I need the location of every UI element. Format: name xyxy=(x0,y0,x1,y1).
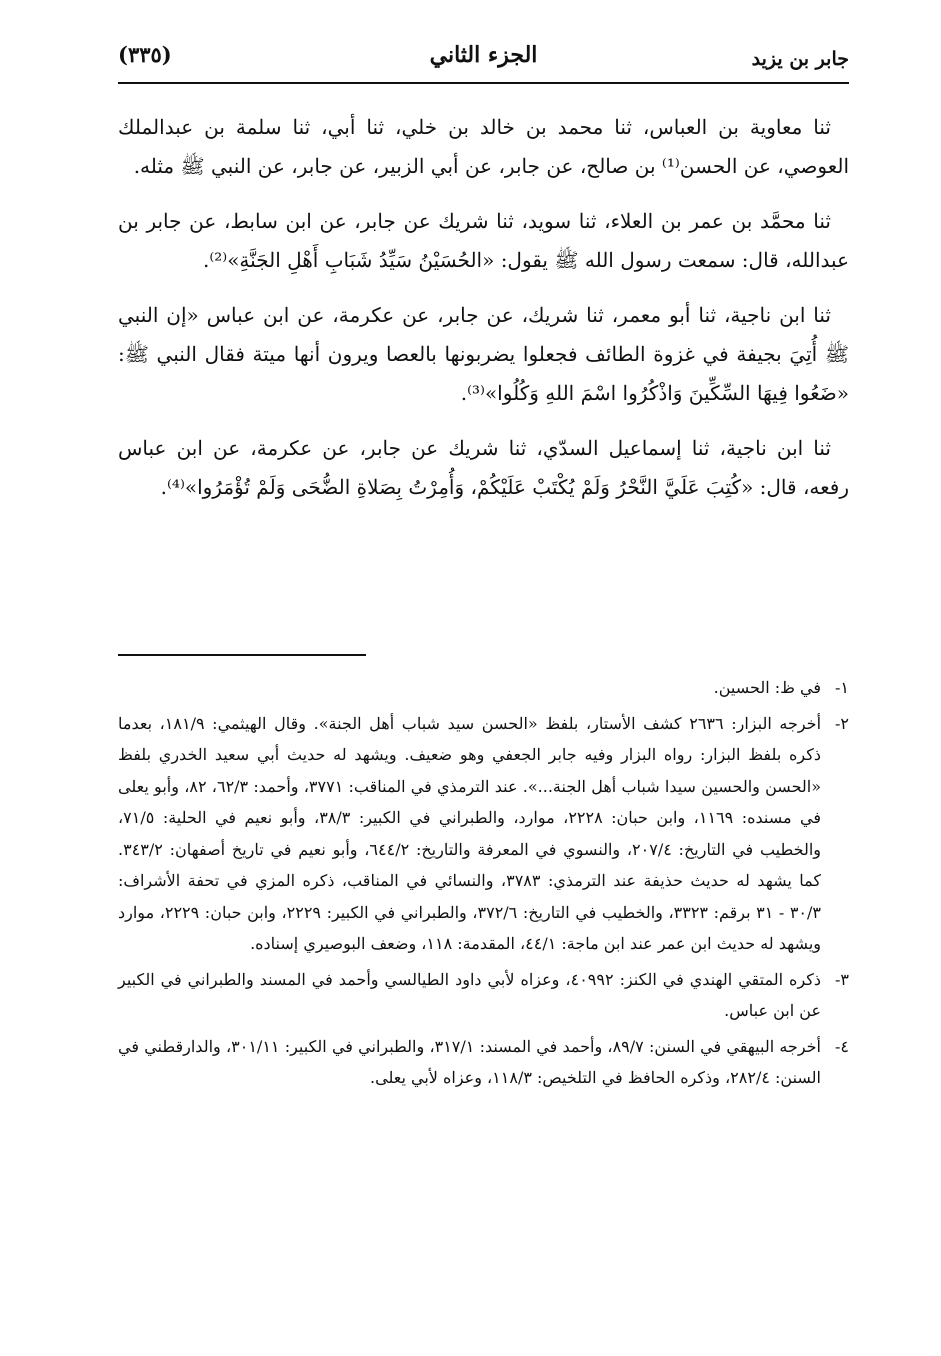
footnote-text: أخرجه البيهقي في السنن: ٨٩/٧، وأحمد في المسند: ٣١٧/١، والطبراني في الكبير: ٣٠١/١١، والدارقطني في السنن: ٢٨٢/٤، وذكره الحافظ في التلخيص: ١١٨/٣، وعزاه لأبي يعلى. xyxy=(118,1036,821,1087)
footnote-text: أخرجه البزار: ٢٦٣٦ كشف الأستار، بلفظ «الحسن سيد شباب أهل الجنة». وقال الهيثمي: ١٨١/٩، بعدما ذكره بلفظ البزار: رواه البزار وفيه جابر الجعفي وهو ضعيف. ويشهد له حديث أبي سعيد الخدري بلفظ «الحسن والحسين سيدا شباب أهل الجنة...». عند الترمذي في المناقب: ٣٧٧١، وأحمد: ٦٢/٣، ٨٢، وأبو يعلى في مسنده: ١١٦٩، وابن حبان: ٢٢٢٨، موارد، والطبراني في الكبير: ٣٨/٣، وأبو نعيم في الحلية: ٧١/٥، والخطيب في التاريخ: ٢٠٧/٤، والنسوي في المعرفة والتاريخ: ٦٤٤/٢، وأبو نعيم في تاريخ أصفهان: ٣٤٣/٢. كما يشهد له حديث حذيفة عند الترمذي: ٣٧٨٣، والنسائي في المناقب، ذكره المزي في تحفة الأشراف: ٣٠/٣ - ٣١ برقم: ٣٣٢٣، والخطيب في التاريخ: ٣٧٢/٦، والطبراني في الكبير: ٢٢٢٩، وابن حبان: ٢٢٢٩، موارد ويشهد له حديث ابن عمر عند ابن ماجة: ٤٤/١، المقدمة: ١١٨، وضعف البوصيري إسناده. xyxy=(118,713,822,953)
page-number: (٣٣٥) xyxy=(118,42,172,67)
hadith-paragraph: ثنا معاوية بن العباس، ثنا محمد بن خالد بن خلي، ثنا أبي، ثنا سلمة بن عبدالملك العوصي، عن الحسن⁽¹⁾ بن صالح، عن جابر، عن أبي الزبير، عن جابر، عن النبي ﷺ مثله. xyxy=(118,115,849,178)
footnote-number: ٣- xyxy=(835,969,849,989)
footnote xyxy=(118,708,849,960)
section-title: جابر بن يزيد xyxy=(751,48,849,70)
hadith-paragraph: ثنا ابن ناجية، ثنا إسماعيل السدّي، ثنا شريك عن جابر، عن عكرمة، عن ابن عباس رفعه، قال: «كُتِبَ عَلَيَّ النَّحْرُ وَلَمْ يُكْتَبْ عَلَيْكُمْ، وَأُمِرْتُ بِصَلاةِ الضُّحَى وَلَمْ تُؤْمَرُوا»⁽⁴⁾. xyxy=(118,436,849,499)
footnote xyxy=(118,672,849,704)
footnote-text: في ظ: الحسين. xyxy=(713,678,821,697)
running-header xyxy=(118,38,849,78)
footnote xyxy=(118,1031,849,1094)
volume-title: الجزء الثاني xyxy=(429,42,538,68)
footnotes xyxy=(118,672,849,1098)
footnote-number: ٤- xyxy=(835,1036,849,1056)
main-text xyxy=(118,108,849,523)
hadith-paragraph: ثنا محمَّد بن عمر بن العلاء، ثنا سويد، ثنا شريك عن جابر، عن ابن سابط، عن جابر بن عبدالله، قال: سمعت رسول الله ﷺ يقول: «الحُسَيْنُ سَيِّدُ شَبَابِ أَهْلِ الجَنَّةِ»⁽²⁾. xyxy=(118,209,849,272)
footnote xyxy=(118,964,849,1027)
footnote-number: ٢- xyxy=(835,713,849,733)
footnote-separator xyxy=(118,654,366,656)
hadith-paragraph: ثنا ابن ناجية، ثنا أبو معمر، ثنا شريك، عن جابر، عن عكرمة، عن ابن عباس «إن النبي ﷺ أُتِيَ بجيفة في غزوة الطائف فجعلوا يضربونها بالعصا ويرون أنها ميتة فقال النبي ﷺ: «ضَعُوا فِيهَا السِّكِّينَ وَاذْكُرُوا اسْمَ اللهِ وَكُلُوا»⁽³⁾. xyxy=(118,303,849,405)
footnote-text: ذكره المتقي الهندي في الكنز: ٤٠٩٩٢، وعزاه لأبي داود الطيالسي وأحمد في المسند والطبراني في الكبير عن ابن عباس. xyxy=(118,969,822,1020)
footnote-number: ١- xyxy=(835,678,849,697)
header-rule xyxy=(118,82,849,84)
